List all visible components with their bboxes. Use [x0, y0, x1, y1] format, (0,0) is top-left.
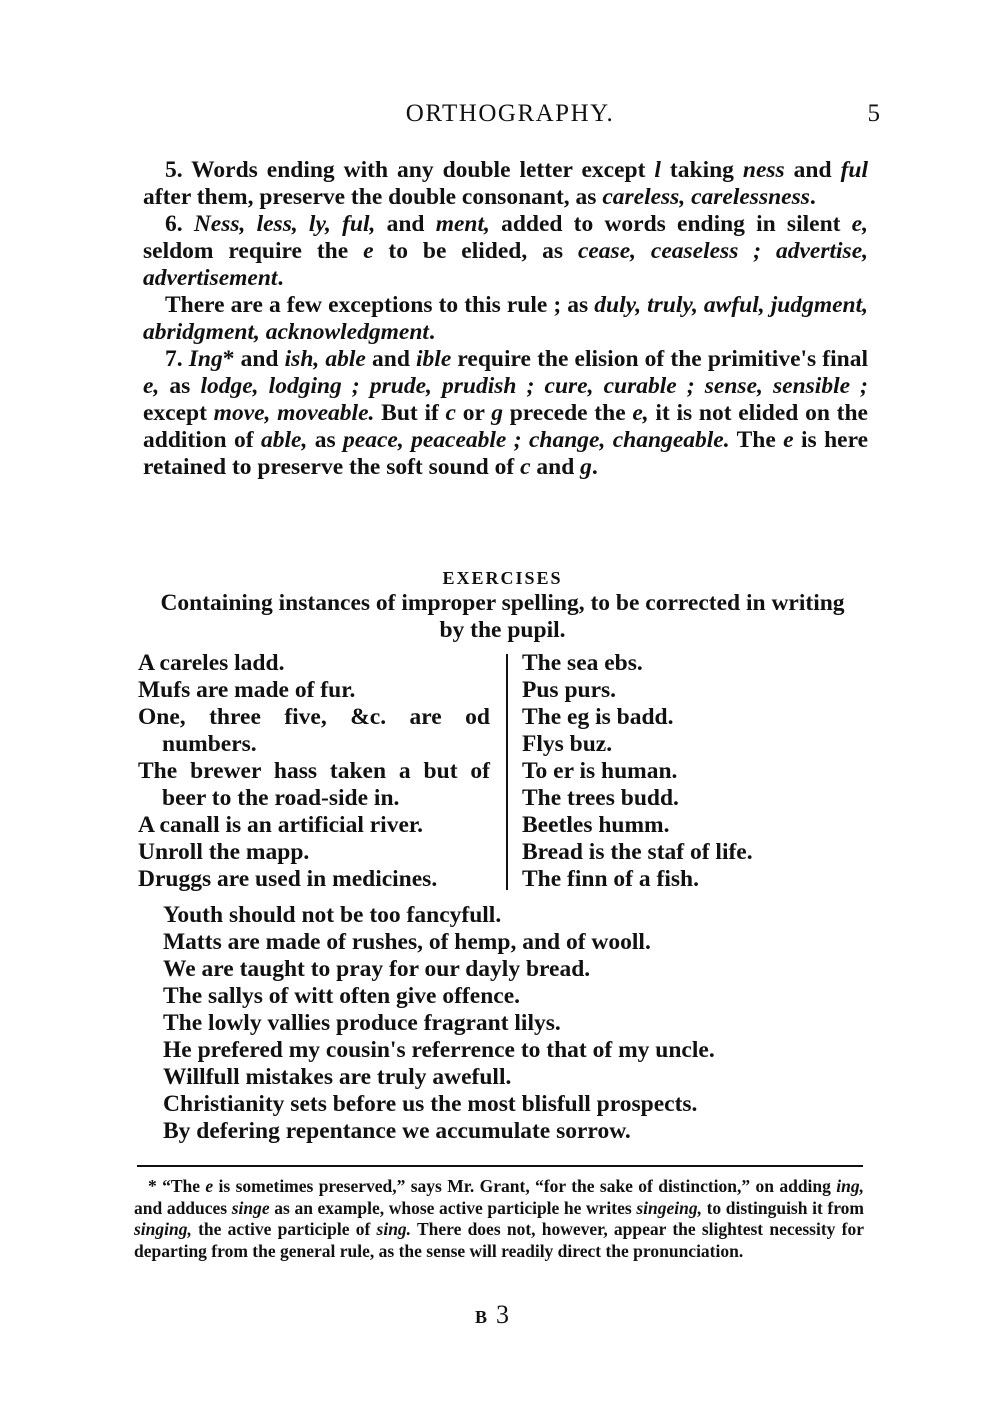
rule-number: 5.	[165, 157, 183, 183]
rule-text: as	[307, 427, 344, 453]
signature-number: 3	[496, 1300, 510, 1329]
rule-7	[143, 346, 868, 481]
rule-example: ment,	[435, 211, 490, 237]
rule-6	[143, 211, 868, 292]
rule-example: c	[520, 454, 531, 480]
exercise-item: Unroll the mapp.	[138, 839, 310, 865]
rule-text: .	[809, 184, 816, 210]
rule-text: as	[159, 373, 201, 399]
rule-example: duly, truly, awful, judgment, abridgment, acknowledgment	[143, 292, 868, 345]
rule-example: ish,	[284, 346, 320, 372]
rule-example: g	[580, 454, 592, 480]
rule-text: and	[375, 211, 436, 237]
rule-example: carelessness	[691, 184, 810, 210]
rule-example: e,	[143, 373, 160, 399]
footnote-text: to distinguish it from	[701, 1197, 864, 1218]
footnote-example: singing,	[134, 1219, 192, 1239]
exercise-item: The trees budd.	[522, 785, 679, 811]
exercise-sentence: The sallys of witt often give offence.	[163, 983, 520, 1009]
rule-example: lodge, lodging ; prude, prudish ; cure, curable ; sense, sensible ;	[200, 373, 868, 399]
footnote-rule	[137, 1165, 863, 1167]
footnote-example: ing,	[836, 1176, 864, 1196]
rule-text: There are a few exceptions to this rule ; as	[165, 292, 595, 318]
exercise-item: A careles ladd.	[138, 650, 285, 676]
rule-text: or	[455, 400, 492, 426]
footnote-example: singeing,	[636, 1197, 702, 1218]
rule-6-exceptions	[143, 292, 868, 346]
rule-text: precede the	[502, 400, 633, 426]
rule-text: added to words ending in silent	[489, 211, 852, 237]
rule-text	[183, 211, 194, 237]
rule-text: But if	[374, 400, 446, 426]
exercise-item: One, three five, &c. are od numbers.	[138, 704, 490, 757]
exercise-item: Flys buz.	[522, 731, 613, 757]
exercise-sentence: He prefered my cousin's referrence to that of my uncle.	[163, 1037, 715, 1063]
rule-text: .	[428, 319, 435, 345]
exercise-columns	[138, 650, 858, 900]
rule-example: move, moveable.	[213, 400, 375, 426]
rule-text: and	[365, 346, 417, 372]
exercise-item: The brewer hass taken a but of beer to the road-side in.	[138, 758, 490, 811]
exercise-column-left	[138, 650, 490, 893]
footnote-text: * “The	[148, 1176, 206, 1196]
rule-text: The	[729, 427, 784, 453]
rule-text: seldom require the	[143, 238, 364, 264]
footnote-example: e	[205, 1176, 214, 1196]
rule-example: e,	[632, 400, 649, 426]
rule-example: ful	[840, 157, 868, 183]
footnote-text: and adduces	[134, 1197, 232, 1218]
rule-example: peace, peaceable ; change, changeable.	[343, 427, 730, 453]
rule-text: .	[591, 454, 598, 480]
rule-text	[761, 238, 776, 264]
exercise-sentence: Youth should not be too fancyfull.	[163, 902, 502, 928]
rule-example: able	[325, 346, 366, 372]
rule-text: except	[143, 400, 214, 426]
rule-example: e,	[851, 211, 868, 237]
exercise-item: The sea ebs.	[522, 650, 643, 676]
rule-text: require the elision of the primitive's final	[451, 346, 869, 372]
column-divider	[506, 654, 508, 890]
rule-example: e	[783, 427, 794, 453]
exercise-item: Druggs are used in medicines.	[138, 866, 438, 892]
rule-text: and	[784, 157, 841, 183]
rule-example: l	[654, 157, 661, 183]
rule-text: after them, preserve the double consonant, as	[143, 184, 603, 210]
exercise-sentence: Willfull mistakes are truly awefull.	[163, 1064, 512, 1090]
rule-number: 7.	[165, 346, 183, 372]
footnote-example: sing.	[376, 1219, 412, 1239]
footnote-text: as an example, whose active participle he writes	[269, 1197, 637, 1218]
rule-example: c	[445, 400, 456, 426]
rule-example: able,	[260, 427, 308, 453]
rule-example: ness	[742, 157, 785, 183]
rule-example: g	[491, 400, 503, 426]
exercise-item: Pus purs.	[522, 677, 617, 703]
rule-example: Ing	[188, 346, 223, 372]
page-title: ORTHOGRAPHY.	[405, 100, 615, 127]
rule-text: taking	[660, 157, 743, 183]
footnote-text: There does not, however, appear the slightest necessity for departing from the general rule, as the sense will readily direct the pronunciation.	[134, 1219, 864, 1261]
exercise-item: Mufs are made of fur.	[138, 677, 356, 703]
exercise-sentence: We are taught to pray for our dayly bread.	[163, 956, 591, 982]
rule-number: 6.	[165, 211, 183, 237]
exercise-item: The eg is badd.	[522, 704, 674, 730]
rule-text: to be elided, as	[373, 238, 578, 264]
rule-text: * and	[222, 346, 285, 372]
rule-text: Words ending with any double letter except	[182, 157, 655, 183]
exercise-item: To er is human.	[522, 758, 678, 784]
rule-text: is here retained to preserve the soft sound of	[143, 427, 869, 480]
exercise-item: Bread is the staf of life.	[522, 839, 753, 865]
exercise-sentence: Christianity sets before us the most blisfull prospects.	[163, 1091, 698, 1117]
exercise-sentences	[163, 902, 863, 1145]
rule-example: careless,	[602, 184, 686, 210]
signature-letter: B	[475, 1307, 489, 1327]
exercise-sentence: By defering repentance we accumulate sorrow.	[163, 1118, 631, 1144]
exercises-caption: Containing instances of improper spelling, to be corrected in writing by the pupil.	[160, 590, 845, 643]
rule-example: ible	[416, 346, 452, 372]
exercise-item: The finn of a fish.	[522, 866, 699, 892]
rule-example: cease, ceaseless ;	[577, 238, 762, 264]
exercise-column-right	[522, 650, 852, 893]
rule-example: Ness, less, ly, ful,	[193, 211, 376, 237]
signature-mark	[475, 1300, 509, 1330]
footnote-example: singe	[231, 1197, 270, 1218]
rule-text: and	[530, 454, 581, 480]
rule-5	[143, 157, 868, 211]
exercise-sentence: Matts are made of rushes, of hemp, and of wooll.	[163, 929, 651, 955]
rule-text: .	[277, 265, 284, 291]
rule-example: advertise, advertisement	[143, 238, 868, 291]
footnote-text: the active participle of	[191, 1219, 377, 1239]
page-number: 5	[867, 100, 880, 127]
running-header	[140, 100, 880, 140]
rule-example: e	[363, 238, 374, 264]
footnote	[134, 1176, 864, 1262]
rules-section	[143, 157, 868, 481]
rule-text: it is not elided on the addition of	[143, 400, 868, 453]
exercise-item: A canall is an artificial river.	[138, 812, 424, 838]
exercise-item: Beetles humm.	[522, 812, 670, 838]
exercises-heading: EXERCISES	[442, 568, 563, 588]
exercise-sentence: The lowly vallies produce fragrant lilys.	[163, 1010, 561, 1036]
footnote-text: is sometimes preserved,” says Mr. Grant, “for the sake of distinction,” on adding	[213, 1176, 837, 1196]
